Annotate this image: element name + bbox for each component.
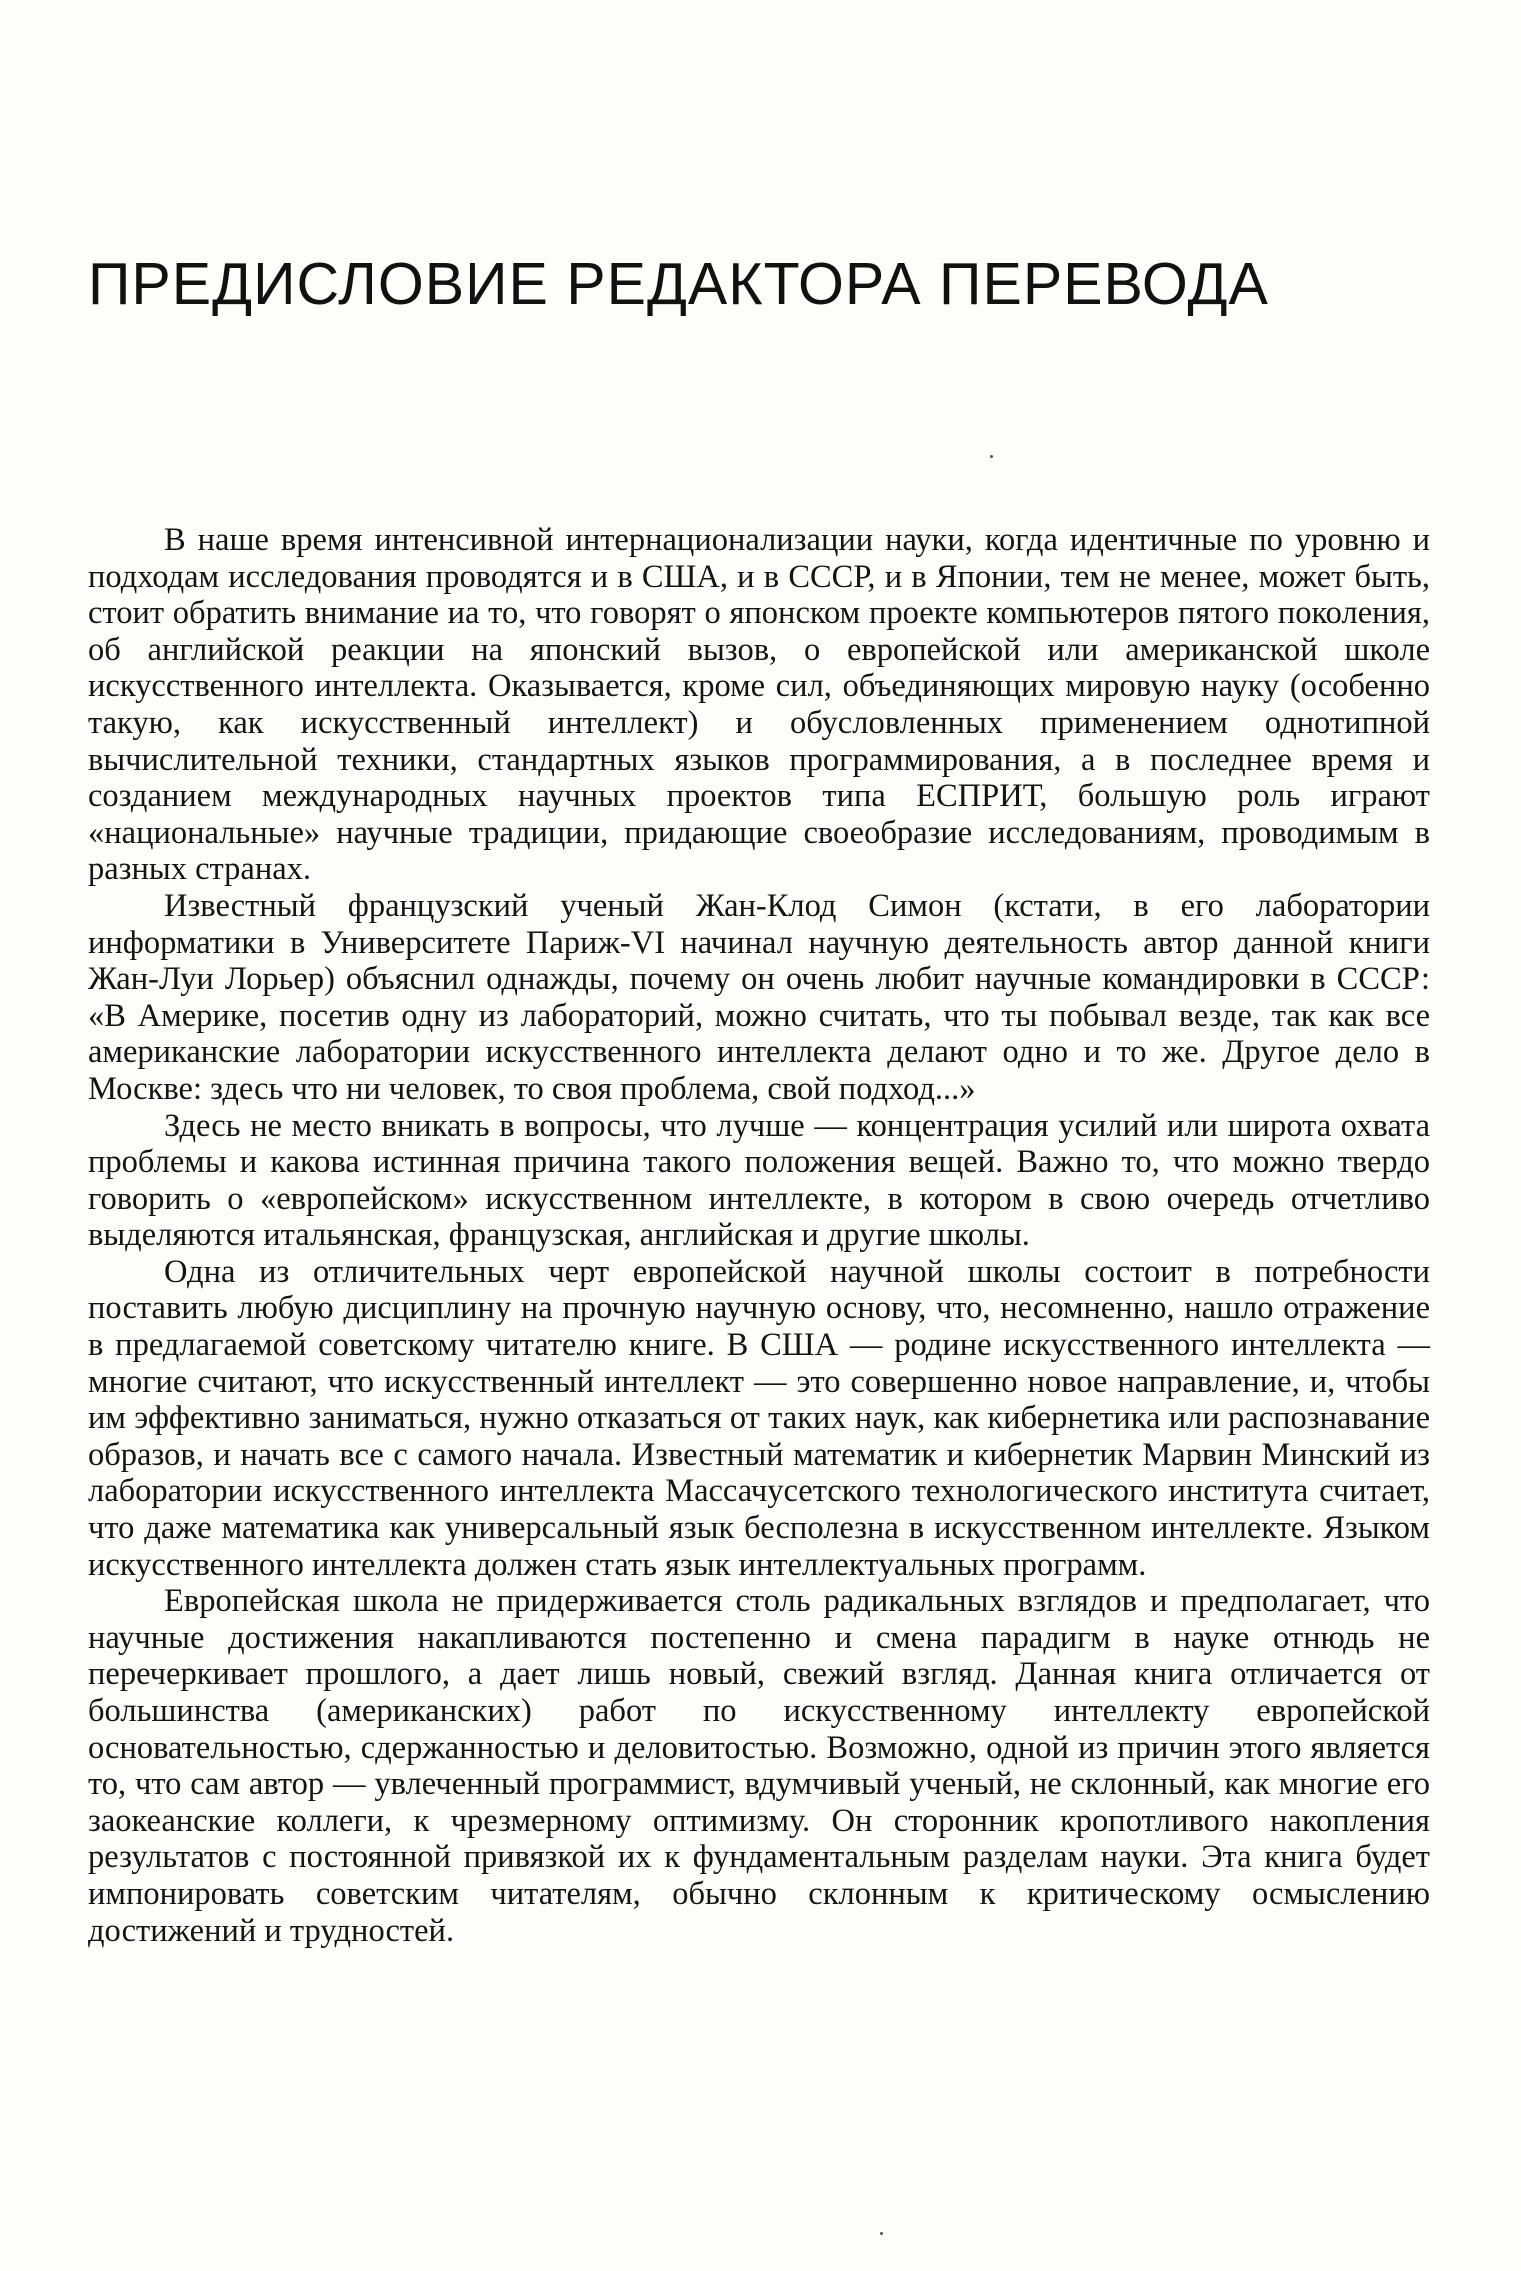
page-title: ПРЕДИСЛОВИЕ РЕДАКТОРА ПЕРЕВОДА <box>88 251 1269 317</box>
print-speck <box>880 2232 883 2235</box>
paragraph-3: Здесь не место вникать в вопросы, что лучше — концентрация усилий или широта охвата проблемы и какова истинная причина такого положения вещей. Важно то, что можно твердо говорить о «европейском» искусственном интеллекте, в котором в свою очередь отчетливо выделяются итальянская, французская, английская и другие школы. <box>88 1107 1430 1254</box>
paragraph-2: Известный французский ученый Жан-Клод Симон (кстати, в его лаборатории информатики в Университете Париж-VI начинал научную деятельность автор данной книги Жан-Луи Лорьер) объяснил однажды, почему он очень любит научные командировки в СССР: «В Америке, посетив одну из лабораторий, можно считать, что ты побывал везде, так как все американские лаборатории искусственного интеллекта делают одно и то же. Другое дело в Москве: здесь что ни человек, то своя проблема, свой подход...» <box>88 887 1430 1107</box>
print-speck <box>990 455 993 458</box>
body-text <box>88 522 1430 1949</box>
paragraph-1: В наше время интенсивной интернационализации науки, когда идентичные по уровню и подходам исследования проводятся и в США, и в СССР, и в Японии, тем не менее, может быть, стоит обратить внимание иа то, что говорят о японском проекте компьютеров пятого поколения, об английской реакции на японский вызов, о европейской или американской школе искусственного интеллекта. Оказывается, кроме сил, объединяющих мировую науку (особенно такую, как искусственный интеллект) и обусловленных применением однотипной вычислительной техники, стандартных языков программирования, а в последнее время и созданием международных научных проектов типа ЕСПРИТ, большую роль играют «национальные» научные традиции, придающие своеобразие исследованиям, проводимым в разных странах. <box>88 522 1430 888</box>
paragraph-5: Европейская школа не придерживается столь радикальных взглядов и предполагает, что научные достижения накапливаются постепенно и смена парадигм в науке отнюдь не перечеркивает прошлого, а дает лишь новый, свежий взгляд. Данная книга отличается от большинства (американских) работ по искусственному интеллекту европейской основательностью, сдержанностью и деловитостью. Возможно, одной из причин этого является то, что сам автор — увлеченный программист, вдумчивый ученый, не склонный, как многие его заокеанские коллеги, к чрезмерному оптимизму. Он сторонник кропотливого накопления результатов с постоянной привязкой их к фундаментальным разделам науки. Эта книга будет импонировать советским читателям, обычно склонным к критическому осмыслению достижений и трудностей. <box>88 1583 1430 1949</box>
paragraph-4: Одна из отличительных черт европейской научной школы состоит в потребности поставить любую дисциплину на прочную научную основу, что, несомненно, нашло отражение в предлагаемой советскому читателю книге. В США — родине искусственного интеллекта — многие считают, что искусственный интеллект — это совершенно новое направление, и, чтобы им эффективно заниматься, нужно отказаться от таких наук, как кибернетика или распознавание образов, и начать все с самого начала. Известный математик и кибернетик Марвин Минский из лаборатории искусственного интеллекта Массачусетского технологического института считает, что даже математика как универсальный язык бесполезна в искусственном интеллекте. Языком искусственного интеллекта должен стать язык интеллектуальных программ. <box>88 1253 1430 1583</box>
